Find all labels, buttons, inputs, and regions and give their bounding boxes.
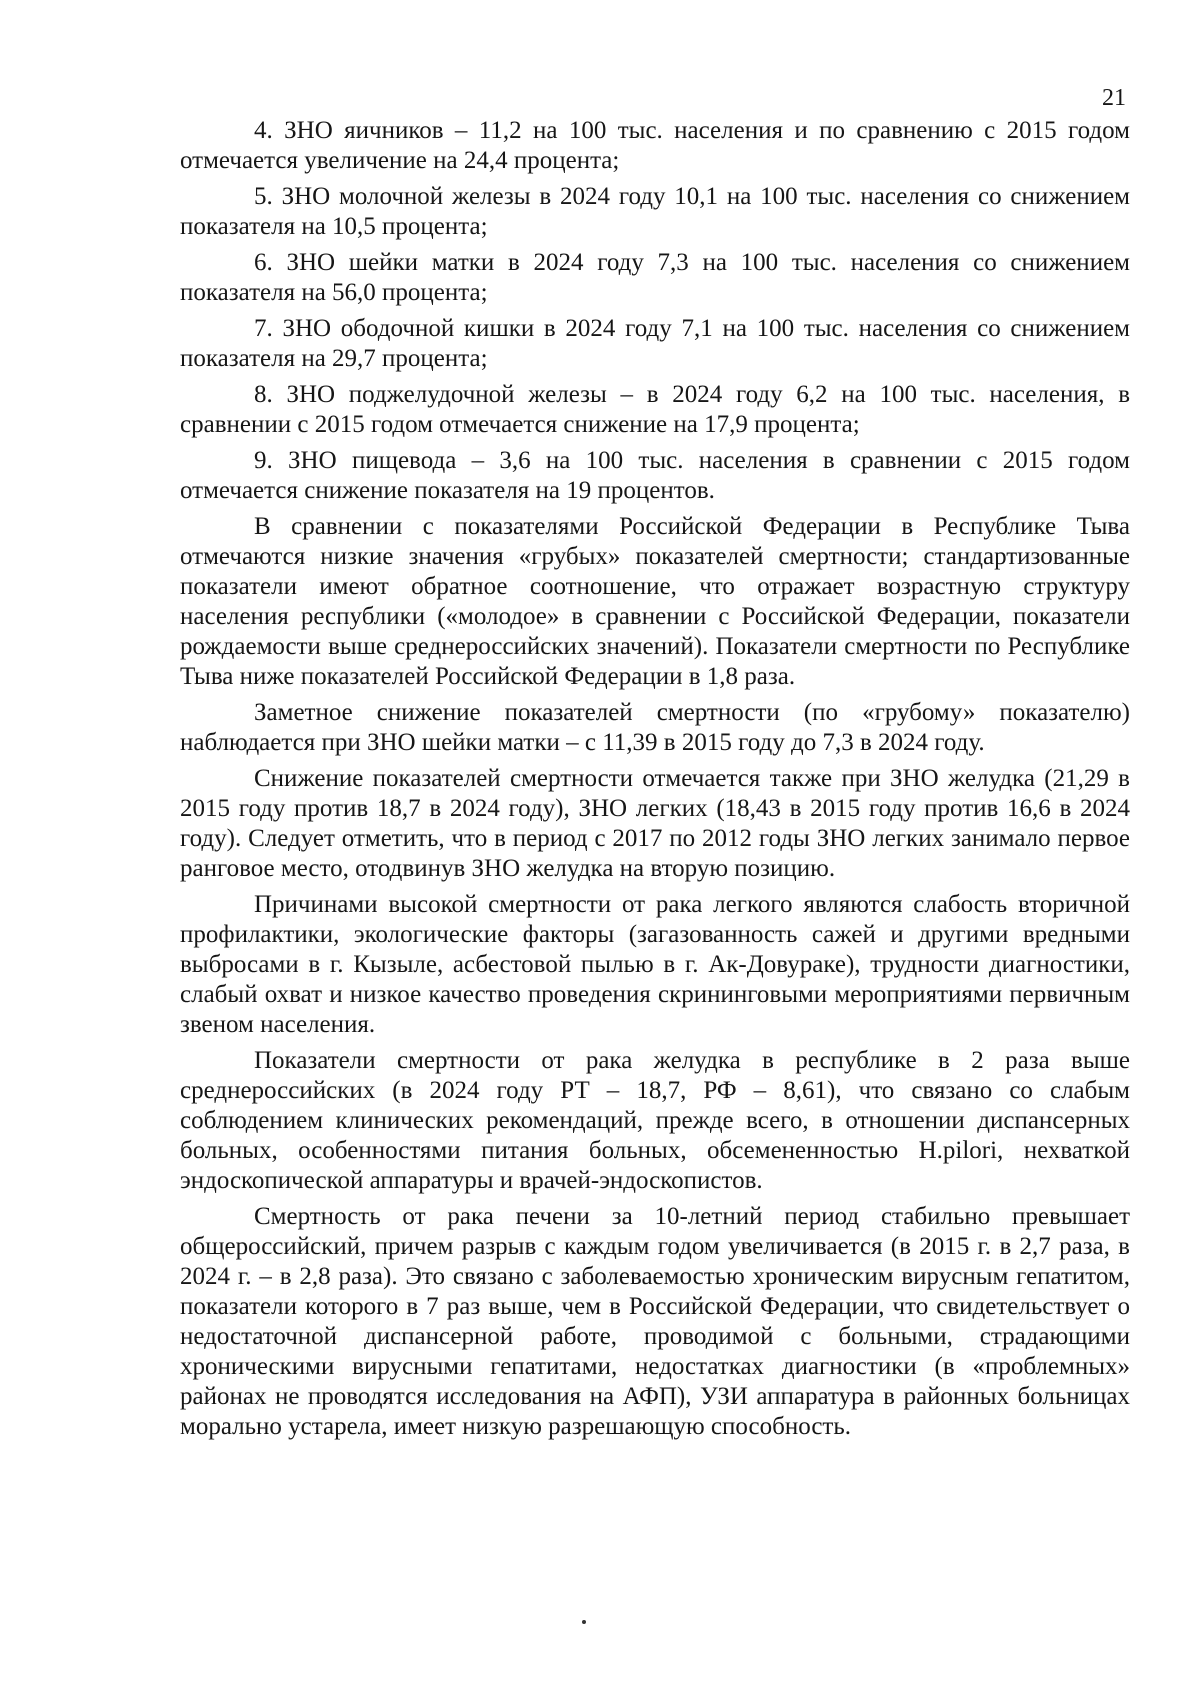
- paragraph-comparison: В сравнении с показателями Российской Федерации в Республике Тыва отмечаются низкие значения «грубых» показателей смертности; стандартизованные показатели имеют обратное соотношение, что отражает возрастную структуру населения республики («молодое» в сравнении с Российской Федерации, показатели рождаемости выше среднероссийских значений). Показатели смертности по Республике Тыва ниже показателей Российской Федерации в 1,8 раза.: [180, 513, 1130, 690]
- paragraph-liver-mortality: Смертность от рака печени за 10-летний период стабильно превышает общероссийский, причем разрыв с каждым годом увеличивается (в 2015 г. в 2,7 раза, в 2024 г. – в 2,8 раза). Это связано с заболеваемостью хроническим вирусным гепатитом, показатели которого в 7 раз выше, чем в Российской Федерации, что свидетельствует о недостаточной диспансерной работе, проводимой с больными, страдающими хроническими вирусными гепатитами, недостатках диагностики (в «проблемных» районах не проводятся исследования на АФП), УЗИ аппаратура в районных больницах морально устарела, имеет низкую разрешающую способность.: [180, 1203, 1130, 1440]
- list-item-pancreas: 8. ЗНО поджелудочной железы – в 2024 году 6,2 на 100 тыс. населения, в сравнении с 2015 годом отмечается снижение на 17,9 процента;: [180, 381, 1130, 438]
- list-item-cervix: 6. ЗНО шейки матки в 2024 году 7,3 на 100 тыс. населения со снижением показателя на 56,0 процента;: [180, 249, 1130, 306]
- paragraph-stomach-mortality: Показатели смертности от рака желудка в республике в 2 раза выше среднероссийских (в 2024 году РТ – 18,7, РФ – 8,61), что связано со слабым соблюдением клинических рекомендаций, прежде всего, в отношении диспансерных больных, особенностями питания больных, обсемененностью H.pilori, нехваткой эндоскопической аппаратуры и врачей-эндоскопистов.: [180, 1047, 1130, 1194]
- list-item-ovarian: 4. ЗНО яичников – 11,2 на 100 тыс. населения и по сравнению с 2015 годом отмечается увеличение на 24,4 процента;: [180, 117, 1130, 174]
- list-item-esophagus: 9. ЗНО пищевода – 3,6 на 100 тыс. населения в сравнении с 2015 годом отмечается снижение показателя на 19 процентов.: [180, 447, 1130, 504]
- paragraph-stomach-lung: Снижение показателей смертности отмечается также при ЗНО желудка (21,29 в 2015 году против 18,7 в 2024 году), ЗНО легких (18,43 в 2015 году против 16,6 в 2024 году). Следует отметить, что в период с 2017 по 2012 годы ЗНО легких занимало первое ранговое место, отодвинув ЗНО желудка на вторую позицию.: [180, 765, 1130, 882]
- list-item-colon: 7. ЗНО ободочной кишки в 2024 году 7,1 на 100 тыс. населения со снижением показателя на 29,7 процента;: [180, 315, 1130, 372]
- scan-artifact-dot: [582, 1620, 586, 1624]
- paragraph-lung-causes: Причинами высокой смертности от рака легкого являются слабость вторичной профилактики, экологические факторы (загазованность сажей и другими вредными выбросами в г. Кызыле, асбестовой пылью в г. Ак-Довураке), трудности диагностики, слабый охват и низкое качество проведения скрининговыми мероприятиями первичным звеном населения.: [180, 891, 1130, 1038]
- list-item-breast: 5. ЗНО молочной железы в 2024 году 10,1 на 100 тыс. населения со снижением показателя на 10,5 процента;: [180, 183, 1130, 240]
- paragraph-cervix-mortality: Заметное снижение показателей смертности (по «грубому» показателю) наблюдается при ЗНО шейки матки – с 11,39 в 2015 году до 7,3 в 2024 году.: [180, 699, 1130, 756]
- document-body: [180, 116, 1130, 1448]
- page-number: 21: [1102, 85, 1126, 111]
